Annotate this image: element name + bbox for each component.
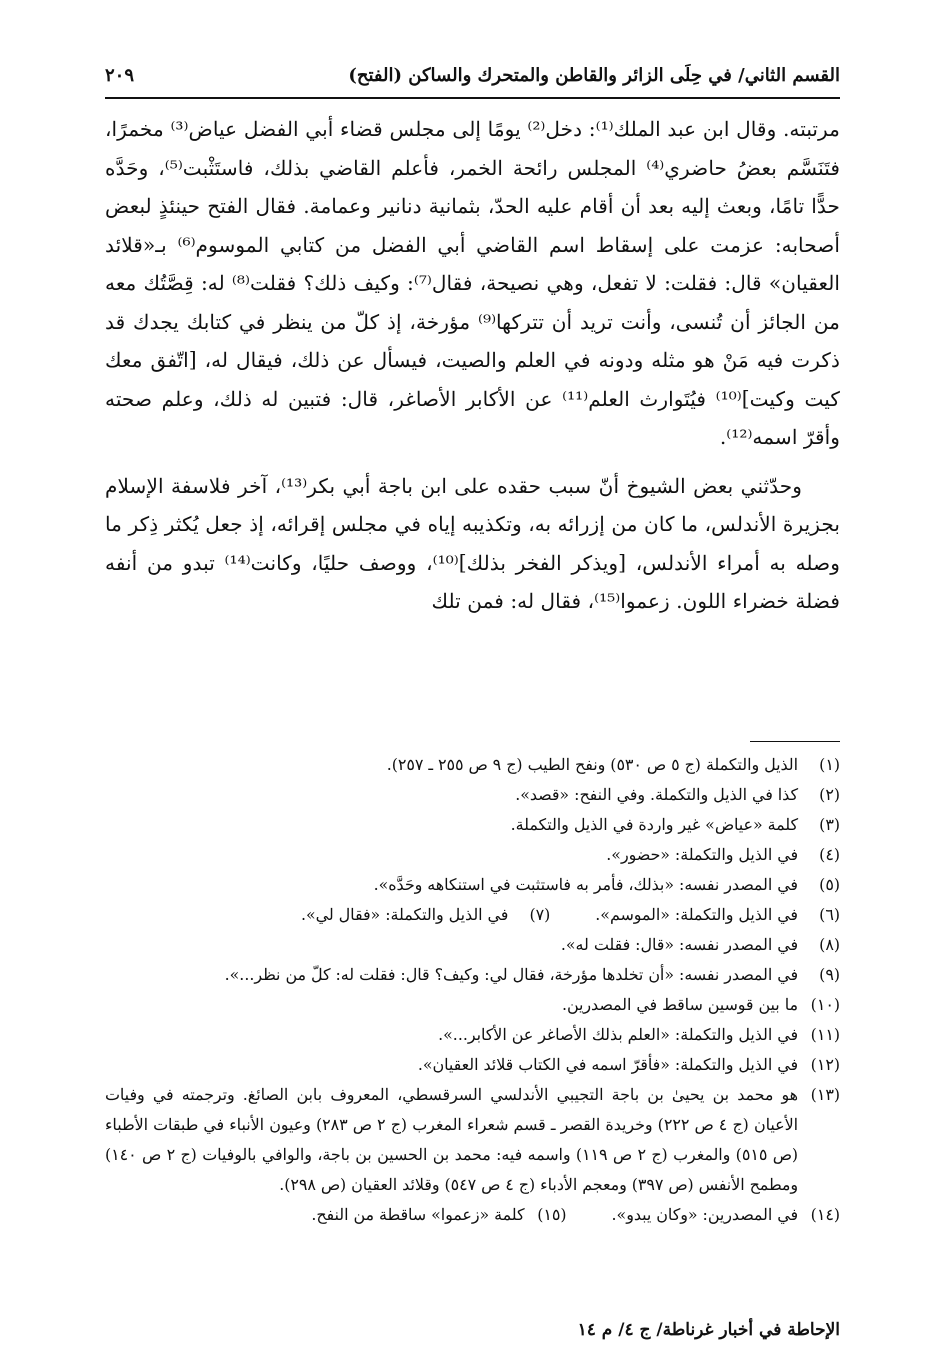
footnote-text: كلمة «زعموا» ساقطة من النفح. — [311, 1205, 525, 1224]
footnote — [301, 900, 550, 930]
footnote-number: (٦) — [819, 905, 840, 924]
paragraph: وحدّثني بعض الشيوخ أنّ سبب حقده على ابن باجة أبي بكر⁽¹³⁾، آخر فلاسفة الإسلام بجزيرة الأندلس، ما كان من إزرائه به، وتكذيبه إياه في مجلس إقرائه، إذ جعل يُكثر ذِكر ما وصله به أمراء الأندلس، [ويذكر الفخر بذلك]⁽¹⁰⁾، ووصف حليًا، وكانت⁽¹⁴⁾ تبدو من أنفه فضلة خضراء اللون. زعموا⁽¹⁵⁾، فقال له: فمن تلك — [105, 473, 840, 613]
footnote-number: (١٥) — [537, 1205, 567, 1224]
footnote-text: هو محمد بن يحيىٰ بن باجة التجيبي الأندلسي السرقسطي، المعروف بابن الصائغ. وترجمته في وفيات الأعيان (ج ٤ ص ٢٢٢) وخريدة القصر ـ قسم شعراء المغرب (ج ٢ ص ٢٨٣) وعيون الأنباء في طبقات الأطباء (ص ٥١٥) والمغرب (ج ٢ ص ١١٩) واسمه فيه: محمد بن الحسين بن باجة، والوافي بالوفيات (ج ٢ ص ١٤٠) ومطمح الأنفس (ص ٣٩٧) ومعجم الأدباء (ج ٤ ص ٥٤٧) وقلائد العقيان (ص ٢٩٨). — [105, 1085, 798, 1194]
footnote-number: (٣) — [819, 815, 840, 834]
footnote-row — [105, 900, 840, 930]
footnote — [105, 1050, 840, 1080]
footnote — [595, 900, 840, 930]
footnote — [105, 810, 840, 840]
page-number: ٢٠٩ — [105, 64, 135, 86]
footnotes — [105, 750, 840, 1230]
footnote — [105, 930, 840, 960]
footnote-text: في المصدر نفسه: «أن تخلدها مؤرخة، فقال لي: وكيف؟ قال: فقلت له: كلّ من نظر...». — [224, 965, 798, 984]
footnote-number: (١) — [819, 755, 840, 774]
footer-signature: الإحاطة في أخبار غرناطة/ ج ٤/ م ١٤ — [577, 1320, 840, 1340]
footnote-text: في المصدرين: «وكان يبدو». — [611, 1205, 798, 1224]
footnote-number: (٢) — [819, 785, 840, 804]
footnote — [105, 1020, 840, 1050]
header-title: القسم الثاني/ في حِلَى الزائر والقاطن والمتحرك والساكن (الفتح) — [348, 64, 840, 86]
footnote-text: في الذيل والتكملة: «فقال لي». — [300, 905, 509, 924]
footnote — [311, 1200, 566, 1230]
footnote — [105, 750, 840, 780]
footnote — [105, 960, 840, 990]
footnote-number: (١٤) — [810, 1205, 840, 1224]
footnote — [105, 780, 840, 810]
footnote-text: كذا في الذيل والتكملة. وفي النفح: «قصد». — [515, 785, 798, 804]
footnote — [612, 1200, 840, 1230]
footnote-divider — [750, 741, 840, 742]
footnote-number: (٥) — [819, 875, 840, 894]
footnote-text: في الذيل والتكملة: «العلم بذلك الأصاغر عن الأكابر...». — [438, 1025, 798, 1044]
footnote — [105, 990, 840, 1020]
footnote-text: ما بين قوسين ساقط في المصدرين. — [561, 995, 798, 1014]
footnote-number: (١٣) — [810, 1085, 840, 1104]
footnote-number: (٨) — [819, 935, 840, 954]
footnote-text: كلمة «عياض» غير واردة في الذيل والتكملة. — [510, 815, 798, 834]
running-header — [105, 55, 840, 95]
footnote-number: (٩) — [819, 965, 840, 984]
footnote — [105, 870, 840, 900]
footnote-text: في الذيل والتكملة: «فأقرّ اسمه في الكتاب قلائد العقيان». — [417, 1055, 798, 1074]
footnote-text: في الذيل والتكملة: «الموسم». — [595, 905, 798, 924]
footnote-text: الذيل والتكملة (ج ٥ ص ٥٣٠) ونفح الطيب (ج ٩ ص ٢٥٥ ـ ٢٥٧). — [386, 755, 798, 774]
footnote — [105, 840, 840, 870]
footnote-number: (٧) — [529, 905, 551, 924]
footnote — [105, 1080, 840, 1200]
paragraph: مرتبته. وقال ابن عبد الملك⁽¹⁾: دخل⁽²⁾ يومًا إلى مجلس قضاء أبي الفضل عياض⁽³⁾ مخمرًا، فتَنَسَّم بعضُ حاضري⁽⁴⁾ المجلس رائحة الخمر، فأعلم القاضي بذلك، فاستَثْبت⁽⁵⁾، وحَدَّه حدًّا تامًا، وبعث إليه بعد أن أقام عليه الحدّ، بثمانية دنانير وعمامة. فقال الفتح حينئذٍ لبعض أصحابه: عزمت على إسقاط اسم القاضي أبي الفضل من كتابي الموسوم⁽⁶⁾ بـ«قلائد العقيان» قال: فقلت: لا تفعل، وهي نصيحة، فقال⁽⁷⁾: وكيف ذلك؟ فقلت⁽⁸⁾ له: قِصَّتُك معه من الجائز أن تُنسى، وأنت تريد أن تتركها⁽⁹⁾ مؤرخة، إذ كلّ من ينظر في كتابك يجدك قد ذكرت فيه مَنْ هو مثله ودونه في العلم والصيت، فيسأل عن ذلك، فيقال له، [اتّفق معك كيت وكيت]⁽¹⁰⁾ فيُتَوارث العلم⁽¹¹⁾ عن الأكابر الأصاغر، قال: فتبين له ذلك، وعلم صحته وأقرّ اسمه⁽¹²⁾. — [105, 117, 841, 449]
main-text — [105, 110, 840, 621]
footnote-text: في الذيل والتكملة: «حضور». — [606, 845, 798, 864]
footnote-number: (١٠) — [810, 995, 840, 1014]
header-divider — [105, 97, 840, 99]
footnote-number: (١١) — [810, 1025, 840, 1044]
footnote-number: (١٢) — [810, 1055, 840, 1074]
footnote-row — [105, 1200, 840, 1230]
footnote-text: في المصدر نفسه: «قال: فقلت له». — [560, 935, 798, 954]
footnote-text: في المصدر نفسه: «بذلك، فأمر به فاستثبت في استنكاهه وحَدَّه». — [373, 875, 798, 894]
footnote-number: (٤) — [819, 845, 840, 864]
